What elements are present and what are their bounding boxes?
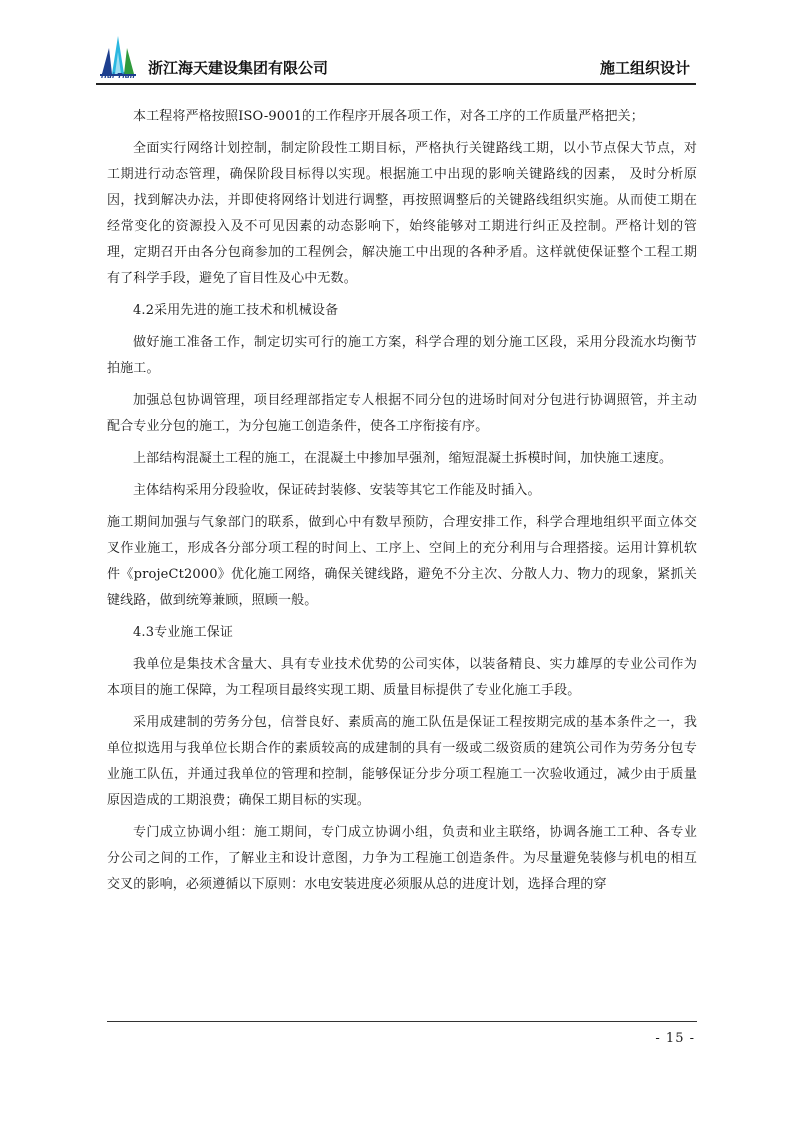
header-divider (96, 83, 696, 85)
paragraph-preparation: 做好施工准备工作，制定切实可行的施工方案，科学合理的划分施工区段，采用分段流水均衡节拍施工。 (107, 335, 697, 376)
document-title: 施工组织设计 (599, 59, 690, 77)
page-body (107, 104, 697, 898)
paragraph-weather: 施工期间加强与气象部门的联系，做到心中有数早预防，合理安排工作，科学合理地组织平面立体交叉作业施工，形成各分部分项工程的时间上、工序上、空间上的充分利用与合理搭接。运用计算机软件《projeCt2000》优化施工网络，确保关键线路，避免不分主次、分散人力、物力的现象，紧抓关键线路，做到统筹兼顾，照顾一般。 (107, 515, 697, 608)
paragraph-labor-subcontract: 采用成建制的劳务分包，信誉良好、素质高的施工队伍是保证工程按期完成的基本条件之一，我单位拟选用与我单位长期合作的素质较高的成建制的具有一级或二级资质的建筑公司作为劳务分包专业施工队伍，并通过我单位的管理和控制，能够保证分步分项工程施工一次验收通过，减少由于质量原因造成的工期浪费；确保工期目标的实现。 (107, 715, 697, 808)
section-heading-4-2: 4.2采用先进的施工技术和机械设备 (133, 303, 339, 318)
paragraph-iso: 本工程将严格按照ISO-9001的工作程序开展各项工作，对各工序的工作质量严格把关； (133, 109, 644, 124)
paragraph-concrete: 上部结构混凝土工程的施工，在混凝土中掺加早强剂，缩短混凝土拆模时间，加快施工速度。 (133, 451, 673, 466)
logo-text: Hai Tian (101, 72, 135, 80)
section-heading-4-3: 4.3专业施工保证 (133, 625, 234, 640)
paragraph-acceptance: 主体结构采用分段验收，保证砖封装修、安装等其它工作能及时插入。 (133, 483, 541, 498)
paragraph-company-entity: 我单位是集技术含量大、具有专业技术优势的公司实体，以装备精良、实力雄厚的专业公司作为本项目的施工保障，为工程项目最终实现工期、质量目标提供了专业化施工手段。 (107, 657, 697, 698)
paragraph-coordination-team: 专门成立协调小组：施工期间，专门成立协调小组，负责和业主联络，协调各施工工种、各专业分公司之间的工作，了解业主和设计意图，力争为工程施工创造条件。为尽量避免装修与机电的相互交叉的影响，必须遵循以下原则：水电安装进度必须服从总的进度计划，选择合理的穿 (107, 825, 697, 892)
page-number: - 15 - (655, 1031, 695, 1046)
paragraph-coordination: 加强总包协调管理，项目经理部指定专人根据不同分包的进场时间对分包进行协调照管，并主动配合专业分包的施工，为分包施工创造条件，使各工序衔接有序。 (107, 393, 697, 434)
paragraph-network-plan: 全面实行网络计划控制，制定阶段性工期目标，严格执行关键路线工期，以小节点保大节点，对工期进行动态管理，确保阶段目标得以实现。根据施工中出现的影响关键路线的因素， 及时分析原因，找到解决办法，并即使将网络计划进行调整，再按照调整后的关键路线组织实施。从而使工期在经常变化的资源投入及不可见因素的动态影响下，始终能够对工期进行纠正及控制。严格计划的管理，定期召开由各分包商参加的工程例会，解决施工中出现的各种矛盾。这样就使保证整个工程工期有了科学手段，避免了盲目性及心中无数。 (107, 141, 697, 286)
company-name: 浙江海天建设集团有限公司 (148, 59, 329, 77)
page-header (96, 28, 696, 84)
footer-divider (107, 1021, 697, 1022)
